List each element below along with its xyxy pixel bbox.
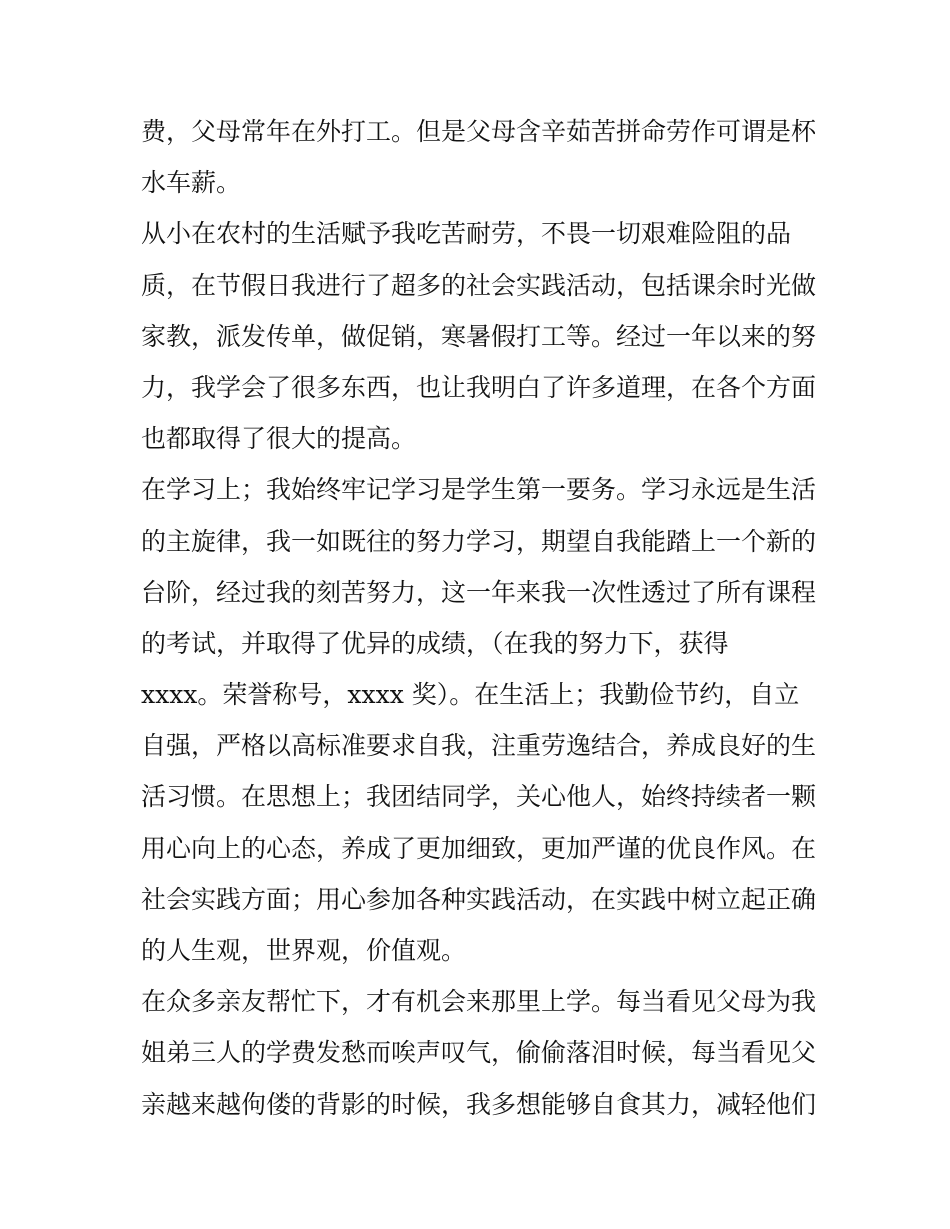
text-line: 用心向上的心态，养成了更加细致，更加严谨的优良作风。在 <box>141 833 817 863</box>
text-line: 社会实践方面；用心参加各种实践活动，在实践中树立起正确 <box>141 884 817 914</box>
text-line: 水车薪。 <box>141 168 242 198</box>
text-line: 力，我学会了很多东西，也让我明白了许多道理，在各个方面 <box>141 372 817 402</box>
text-line: 姐弟三人的学费发愁而唉声叹气，偷偷落泪时候，每当看见父 <box>141 1038 817 1068</box>
document-body <box>141 106 821 1130</box>
text-line: 亲越来越佝偻的背影的时候，我多想能够自食其力，减轻他们 <box>141 1089 817 1119</box>
text-line: 费，父母常年在外打工。但是父母含辛茹苦拼命劳作可谓是杯 <box>141 117 817 146</box>
text-line: 活习惯。在思想上；我团结同学，关心他人，始终持续者一颗 <box>141 782 817 812</box>
text-line: xxxx。荣誉称号，xxxx 奖）。在生活上；我勤俭节约，自立 <box>141 680 800 710</box>
text-line: 在众多亲友帮忙下，才有机会来那里上学。每当看见父母为我 <box>141 987 817 1017</box>
text-line: 自强，严格以高标准要求自我，注重劳逸结合，养成良好的生 <box>141 731 817 761</box>
text-line: 也都取得了很大的提高。 <box>141 424 417 454</box>
text-line: 的主旋律，我一如既往的努力学习，期望自我能踏上一个新的 <box>141 526 817 556</box>
text-line: 在学习上；我始终牢记学习是学生第一要务。学习永远是生活 <box>141 475 817 505</box>
text-line: 的考试，并取得了优异的成绩，（在我的努力下，获得 <box>141 628 729 658</box>
text-line: 的人生观，世界观，价值观。 <box>141 936 467 965</box>
text-line: 家教，派发传单，做促销，寒暑假打工等。经过一年以来的努 <box>141 321 817 351</box>
text-line: 质，在节假日我进行了超多的社会实践活动，包括课余时光做 <box>141 270 817 300</box>
text-line: 从小在农村的生活赋予我吃苦耐劳，不畏一切艰难险阻的品 <box>141 219 792 249</box>
text-line: 台阶，经过我的刻苦努力，这一年来我一次性透过了所有课程 <box>141 577 817 607</box>
